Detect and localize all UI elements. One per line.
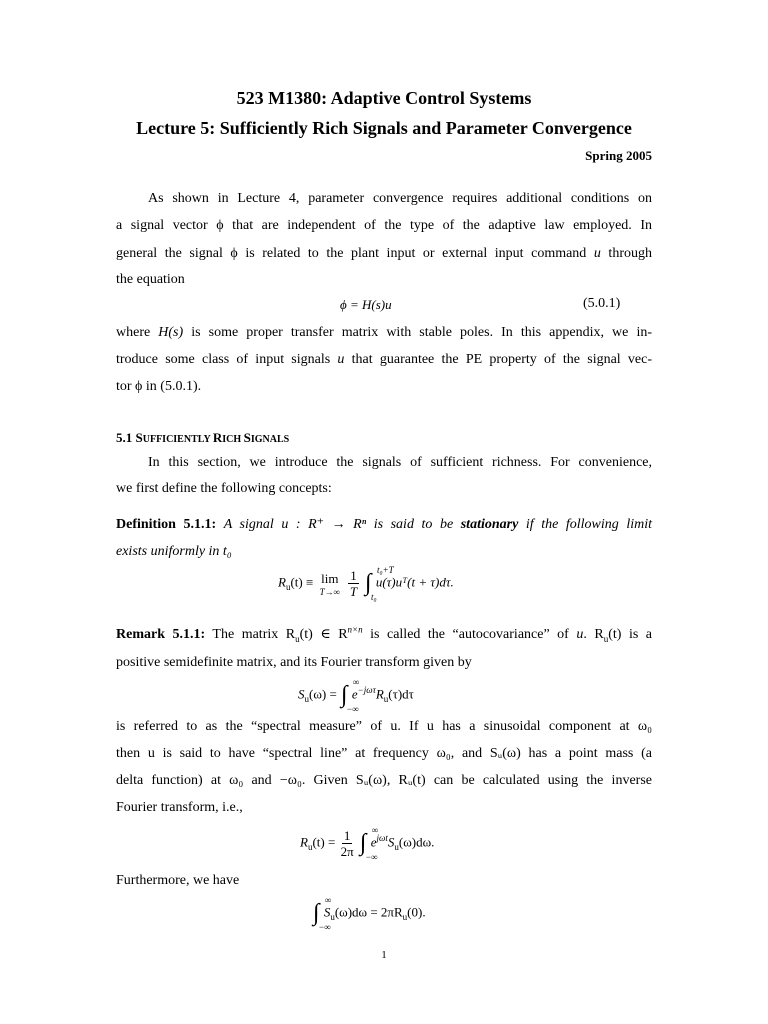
page-number: 1 bbox=[381, 949, 387, 961]
course-title: 523 M1380: Adaptive Control Systems bbox=[236, 88, 532, 108]
remark-line-4: then u is said to have “spectral line” at frequency ω₀, and Sᵤ(ω) has a point mass (a bbox=[116, 746, 652, 761]
definition-line-2: exists uniformly in t₀ bbox=[116, 544, 232, 559]
remark-line-7: Furthermore, we have bbox=[116, 873, 240, 888]
term: Spring 2005 bbox=[585, 148, 652, 163]
remark-line-5: delta function) at ω₀ and −ω₀. Given Sᵤ(ω), Rᵤ(t) can be calculated using the inverse bbox=[116, 773, 652, 788]
remark-line-2: positive semidefinite matrix, and its Fourier transform given by bbox=[116, 655, 472, 670]
section-line-1: In this section, we introduce the signals of sufficient richness. For convenience, bbox=[148, 455, 652, 470]
remark-line-6: Fourier transform, i.e., bbox=[116, 800, 243, 815]
equation-number-5-0-1: (5.0.1) bbox=[583, 296, 621, 311]
lecture-title: Lecture 5: Sufficiently Rich Signals and Parameter Convergence bbox=[136, 118, 632, 138]
spectral-integral-equation: ∫ ∞ −∞ $S_u(\omega)d\omega = 2\pi R_u(0)$. bbox=[313, 895, 426, 932]
section-line-2: we first define the following concepts: bbox=[116, 481, 332, 496]
inverse-fourier-equation: $R_u(t)$ = $\frac{1}{2\pi}$ ∫ ∞ −∞ $e^{j\omega t}S_u(\omega)d\omega$. bbox=[300, 825, 435, 862]
intro-line-4: the equation bbox=[116, 272, 185, 287]
intro-line-7: tor ϕ in (5.0.1). bbox=[116, 379, 202, 394]
intro-line-6: troduce some class of input signals u that guarantee the PE property of the signal vec- bbox=[116, 352, 652, 367]
intro-line-2: a signal vector ϕ that are independent of the type of the adaptive law employed. In bbox=[116, 218, 652, 233]
intro-line-3: general the signal ϕ is related to the plant input or external input command u through bbox=[116, 246, 652, 261]
intro-line-5: where H(s) is some proper transfer matrix with stable poles. In this appendix, we in- bbox=[116, 325, 653, 340]
remark-line-1: Remark 5.1.1: The matrix $R_u(t)$ ∈ $R^{n\times n}$ is called the “autocovariance” of u. $R_u(t)$ is a bbox=[116, 624, 653, 644]
equation-5-0-1: ϕ = H(s)u bbox=[340, 297, 392, 312]
intro-line-1: As shown in Lecture 4, parameter convergence requires additional conditions on bbox=[148, 191, 652, 206]
definition-equation: $R_u(t)$ ≡ lim T→∞ $\frac{1}{T}$ ∫ t₀+T t₀ u(τ)uᵀ(t + τ)dτ. bbox=[278, 565, 454, 602]
definition-line-1: Definition 5.1.1: A signal u : R⁺ → Rⁿ is said to be stationary if the following limit bbox=[116, 517, 653, 532]
spectral-measure-equation: $S_u(\omega)$ = ∫ ∞ −∞ $e^{-j\omega\tau}R_u(\tau)d\tau$ bbox=[298, 677, 414, 714]
section-heading: 5.1 SUFFICIENTLY RICH SIGNALS bbox=[116, 430, 290, 445]
remark-line-3: is referred to as the “spectral measure” of u. If u has a sinusoidal component at ω₀ bbox=[116, 719, 652, 734]
